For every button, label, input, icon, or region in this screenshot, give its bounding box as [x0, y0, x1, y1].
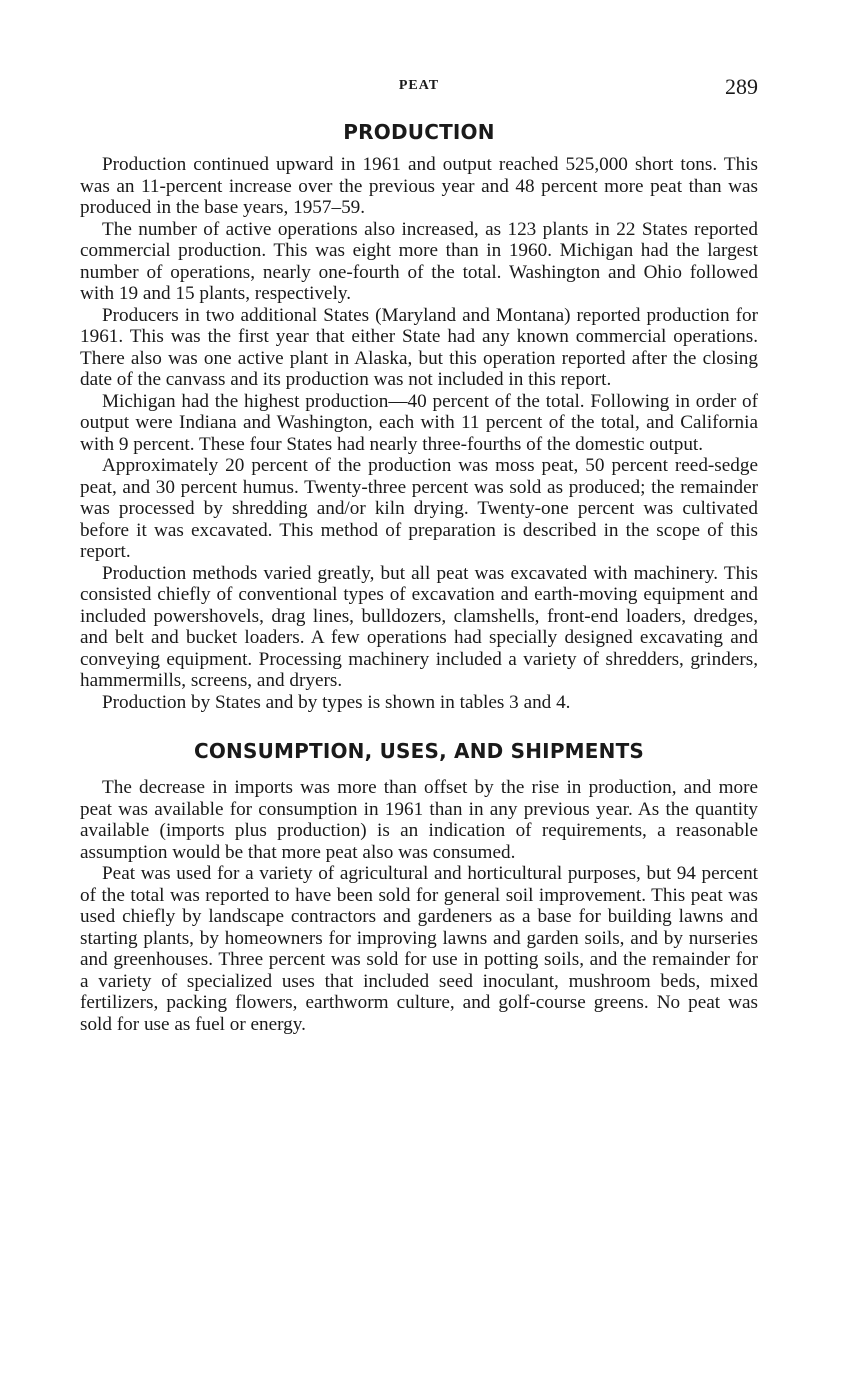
- paragraph: The decrease in imports was more than offset by the rise in production, and more peat was available for consumption in 1961 than in any previous year. As the quantity available (imports plus production) is an indication of requirements, a reasonable assumption would be that more peat also was consumed.: [80, 777, 758, 863]
- running-header: [80, 74, 758, 106]
- paragraph: The number of active operations also increased, as 123 plants in 22 States reported commercial production. This was eight more than in 1960. Michigan had the largest number of operations, nearly one-fourth of the total. Washington and Ohio followed with 19 and 15 plants, respectively.: [80, 218, 758, 304]
- section-heading-consumption: CONSUMPTION, USES, AND SHIPMENTS: [193, 739, 645, 763]
- paragraph: Peat was used for a variety of agricultural and horticultural purposes, but 94 percent of the total was reported to have been sold for general soil improvement. This peat was used chiefly by landscape contractors and gardeners as a base for building lawns and starting plants, by homeowners for improving lawns and garden soils, and by nurseries and greenhouses. Three percent was sold for use in potting soils, and the remainder for a variety of specialized uses that included seed inoculant, mushroom beds, mixed fertilizers, packing flowers, earthworm culture, and golf-course greens. No peat was sold for use as fuel or energy.: [80, 863, 758, 1035]
- running-title: PEAT: [398, 78, 440, 93]
- paragraph: Production continued upward in 1961 and output reached 525,000 short tons. This was an 11-percent increase over the previous year and 48 percent more peat than was produced in the base years, 1957–59.: [80, 154, 758, 218]
- page-number: 289: [725, 74, 758, 99]
- paragraph: Michigan had the highest production—40 percent of the total. Following in order of output were Indiana and Washington, each with 11 percent of the total, and California with 9 percent. These four States had nearly three-fourths of the domestic output.: [80, 390, 758, 455]
- section-heading-production: PRODUCTION: [343, 120, 495, 144]
- paragraph: Production methods varied greatly, but all peat was excavated with machinery. This consisted chiefly of conventional types of excavation and earth-moving equipment and included powershovels, drag lines, bulldozers, clamshells, front-end loaders, dredges, and belt and bucket loaders. A few operations had specially designed excavating and conveying equipment. Processing machinery included a variety of shredders, grinders, hammermills, screens, and dryers.: [80, 562, 758, 691]
- document-page: [80, 74, 758, 1035]
- paragraph: Approximately 20 percent of the production was moss peat, 50 percent reed-sedge peat, and 30 percent humus. Twenty-three percent was sold as produced; the remainder was processed by shredding and/or kiln drying. Twenty-one percent was cultivated before it was excavated. This method of preparation is described in the scope of this report.: [80, 455, 758, 562]
- section-consumption: [80, 739, 758, 1035]
- paragraph: Production by States and by types is shown in tables 3 and 4.: [102, 691, 571, 713]
- section-production: [80, 120, 758, 713]
- paragraph: Producers in two additional States (Maryland and Montana) reported production for 1961. This was the first year that either State had any known commercial operations. There also was one active plant in Alaska, but this operation reported after the closing date of the canvass and its production was not included in this report.: [80, 304, 758, 390]
